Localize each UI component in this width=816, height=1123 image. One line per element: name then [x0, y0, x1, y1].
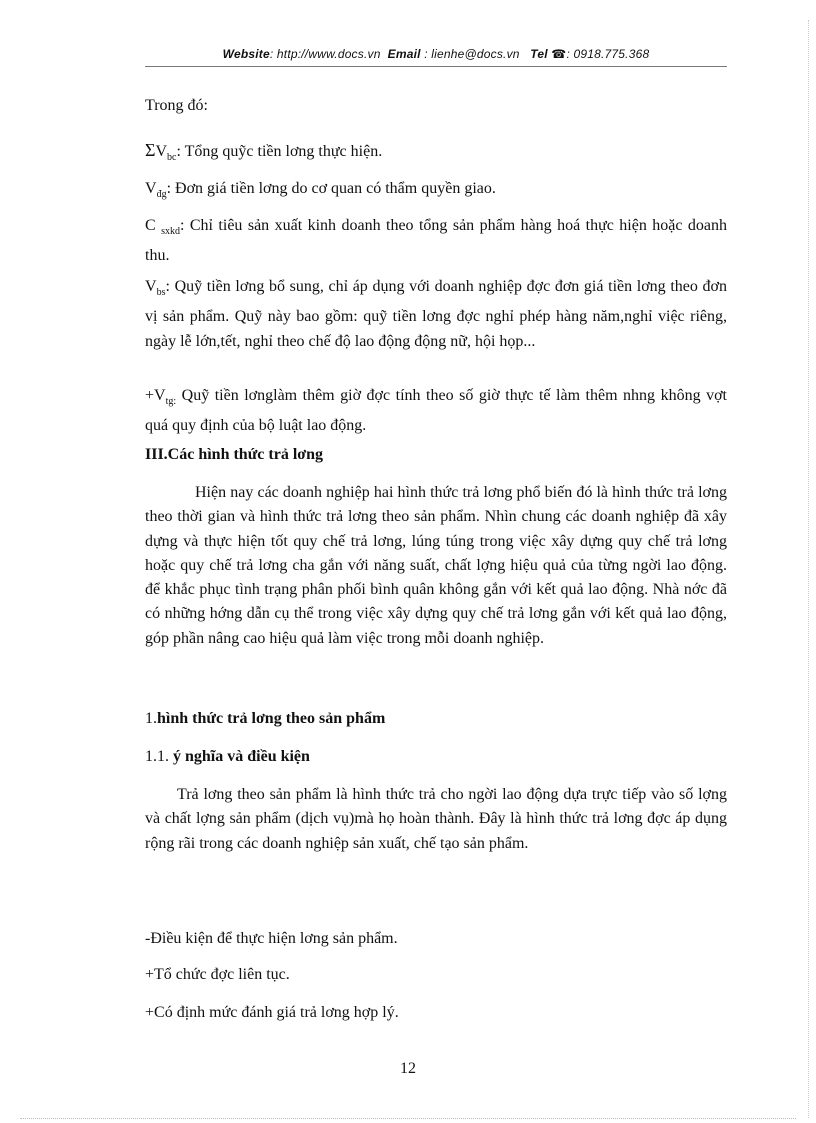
v-bc-sub: bc: [167, 152, 177, 164]
v-bc-definition: [145, 140, 382, 163]
subsection-1-1-title: ý nghĩa và điều kiện: [173, 748, 310, 765]
v-tg-base: +V: [145, 387, 166, 404]
section-3-heading: III.Các hình thức trả lơng: [145, 446, 324, 463]
section-3-paragraph: Hiện nay các doanh nghiệp hai hình thức trả lơng phổ biến đó là hình thức trả lơng theo thời gian và hình thức trả lơng theo sản phẩm. Nhìn chung các doanh nghiệp đã xây dựng và thực hiện tốt quy chế trả lơng, lúng túng trong việc xây dựng quy chế trả lơng hoặc quy chế trả lơng cha gắn với năng suất, chất lợng hiệu quả của từng ngời lao động. để khắc phục tình trạng phân phối bình quân không gắn với kết quả lao động. Nhà nớc đã có những hớng dẫn cụ thể trong việc xây dựng quy chế trả lơng gắn với kết quả lao động, góp phần nâng cao hiệu quả làm việc trong mỗi doanh nghiệp.: [145, 484, 727, 647]
condition-item-2: +Có định mức đánh giá trả lơng hợp lý.: [145, 1004, 399, 1021]
subsection-1-1-number: 1.1.: [145, 748, 173, 765]
tel-label: Tel: [530, 47, 548, 61]
condition-intro: -Điều kiện để thực hiện lơng sản phẩm.: [145, 930, 398, 947]
v-tg-definition: [145, 384, 727, 439]
v-bc-base: V: [155, 143, 168, 160]
c-sxkd-sub: sxkd: [161, 226, 181, 238]
page-header: [145, 47, 727, 61]
v-dg-base: V: [145, 180, 157, 197]
page-bottom-border: [20, 1118, 796, 1119]
v-bc-text: : Tổng quỹc tiền lơng thực hiện.: [176, 143, 383, 160]
c-sxkd-definition: [145, 214, 727, 269]
page-right-border: [808, 20, 809, 1118]
v-dg-definition: [145, 180, 496, 200]
c-sxkd-base: C: [145, 217, 156, 234]
v-dg-sub: đg: [156, 189, 167, 201]
phone-icon: ☎: [551, 47, 567, 61]
subsection-1-heading: [145, 710, 385, 728]
subsection-1-1-heading: [145, 748, 310, 766]
page-number: 12: [400, 1060, 416, 1077]
v-bs-definition: [145, 275, 727, 354]
v-bs-text: : Quỹ tiền lơng bổ sung, chỉ áp dụng với doanh nghiệp đợc đơn giá tiền lơng theo đơn vị sản phẩm. Quỹ này bao gồm: quỹ tiền lơng đợc nghỉ phép hàng năm,nghỉ việc riêng, ngày lễ lớn,tết, nghỉ theo chế độ lao động động nữ, hội họp...: [145, 278, 727, 350]
c-sxkd-text: : Chỉ tiêu sản xuất kinh doanh theo tổng sản phẩm hàng hoá thực hiện hoặc doanh thu.: [145, 217, 728, 265]
website-value: : http://www.docs.vn: [269, 47, 381, 61]
v-tg-text: Quỹ tiền lơnglàm thêm giờ đợc tính theo số giờ thực tế làm thêm nhng không vợt quá quy định của bộ luật lao động.: [145, 387, 727, 435]
email-label: Email: [387, 47, 421, 61]
sigma-symbol: Σ: [145, 140, 156, 160]
v-bs-sub: bs: [156, 287, 166, 299]
email-value: : lienhe@docs.vn: [420, 47, 520, 61]
tel-value: : 0918.775.368: [566, 47, 650, 61]
v-bs-base: V: [145, 278, 157, 295]
header-divider: [145, 66, 727, 67]
v-tg-sub: tg:: [165, 396, 177, 408]
v-dg-text: : Đơn giá tiền lơng do cơ quan có thẩm quyền giao.: [166, 180, 496, 197]
subsection-1-number: 1.: [145, 710, 157, 727]
trong-do-label: Trong đó:: [145, 97, 208, 114]
subsection-1-1-paragraph: Trả lơng theo sản phẩm là hình thức trả cho ngời lao động dựa trực tiếp vào số lợng và chất lợng sản phẩm (dịch vụ)mà họ hoàn thành. Đây là hình thức trả lơng đợc áp dụng rộng rãi trong các doanh nghiệp sản xuất, chế tạo sản phẩm.: [145, 786, 727, 852]
subsection-1-title: hình thức trả lơng theo sản phẩm: [157, 710, 386, 727]
website-label: Website: [222, 47, 270, 61]
condition-item-1: +Tổ chức đợc liên tục.: [145, 966, 290, 983]
